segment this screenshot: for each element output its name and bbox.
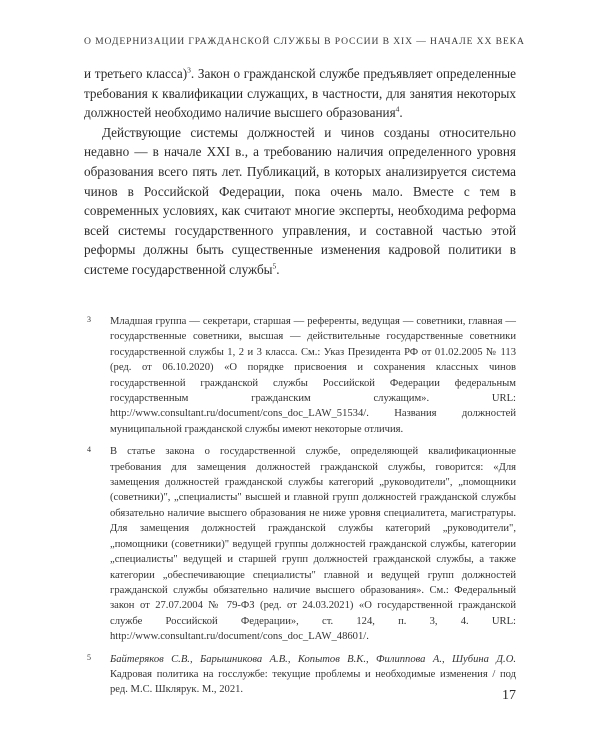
main-text bbox=[84, 64, 516, 280]
footnote-text-3: Младшая группа — секретари, старшая — референты, ведущая — советники, главная — государственные советники, высшая — действительные государственные советники государственной службы 1, 2 и 3 класса. См.: Указ Президента РФ от 01.02.2005 № 113 (ред. от 06.10.2020) «О порядке присвоения и сохранения классных чинов государственной гражданской службы Российской Федерации федеральным государственным гражданским служащим». URL: http://www.consultant.ru/document/cons_doc_LAW_51534/. Названия должностей муниципальной гражданской службы имеют некоторые отличия. bbox=[110, 316, 516, 435]
footnote-5-title: Кадровая политика на госслужбе: текущие проблемы и необходимые изменения / под ред. М.С. Шклярук. М., 2021. bbox=[110, 668, 516, 696]
footnote-ref-4[interactable]: 4 bbox=[395, 104, 400, 114]
footnote-ref-3[interactable]: 3 bbox=[187, 65, 191, 75]
footnote-4 bbox=[84, 444, 516, 644]
running-title: О МОДЕРНИЗАЦИИ ГРАЖДАНСКОЙ СЛУЖБЫ В РОССИИ В XIX — НАЧАЛЕ XX ВЕКА bbox=[84, 36, 525, 47]
paragraph-1-start: и третьего класса) bbox=[84, 66, 188, 81]
paragraph-1-middle: . Закон о гражданской службе предъявляет определенные требования к квалификации служащих, в частности, для занятия некоторых должностей необходимо наличие высшего образования bbox=[84, 66, 516, 121]
footnote-ref-5[interactable]: 5 bbox=[272, 261, 277, 271]
paragraph-1-end: . bbox=[399, 105, 403, 121]
paragraph-2 bbox=[84, 123, 516, 280]
footnote-5 bbox=[84, 652, 516, 698]
footnote-5-authors: Байтеряков С.В., Барышникова А.В., Копытов В.К., Филиппова А., Шубина Д.О. bbox=[110, 653, 516, 665]
footnote-mark-5: 5 bbox=[87, 652, 91, 662]
footnote-text-5 bbox=[110, 652, 516, 698]
footnote-mark-3: 3 bbox=[87, 315, 91, 324]
paragraph-1 bbox=[84, 64, 516, 123]
footnote-3 bbox=[84, 314, 516, 437]
footnotes-section bbox=[84, 314, 516, 705]
paragraph-2-text: Действующие системы должностей и чинов созданы относительно недавно — в начале XXI в., а требованию наличия определенного уровня образования всего пять лет. Публикаций, в которых анализируется система чинов в Российской Федерации, пока очень мало. Вместе с тем в современных условиях, как считают многие эксперты, необходима реформа всей системы государственного управления, и составной частью этой реформы должны быть существенные изменения кадровой политики в системе государственной службы bbox=[84, 124, 516, 277]
paragraph-2-end: . bbox=[276, 261, 280, 277]
footnote-text-4: В статье закона о государственной службе, определяющей квалификационные требования для замещения должностей гражданской службы, говорится: «Для замещения должностей гражданской службы категорий „руководители", „помощники (советники)", „специалисты" высшей и главной групп должностей гражданской службы обязательно наличие высшего образования не ниже уровня специалитета, магистратуры. Для замещения должностей гражданской службы категорий „руководители", „помощники (советники)" ведущей группы должностей гражданской службы, категории „специалисты" ведущей и старшей групп должностей гражданской службы, а также категории „обеспечивающие специалисты" главной и ведущей групп должностей гражданской службы обязательно наличие высшего образования». См.: Федеральный закон от 27.07.2004 № 79-ФЗ (ред. от 24.03.2021) «О государственной гражданской службе Российской Федерации», ст. 124, п. 3, 4. URL: http://www.consultant.ru/document/cons_doc_LAW_48601/. bbox=[110, 446, 516, 643]
page-number: 17 bbox=[502, 688, 516, 703]
footnote-mark-4: 4 bbox=[87, 445, 91, 455]
